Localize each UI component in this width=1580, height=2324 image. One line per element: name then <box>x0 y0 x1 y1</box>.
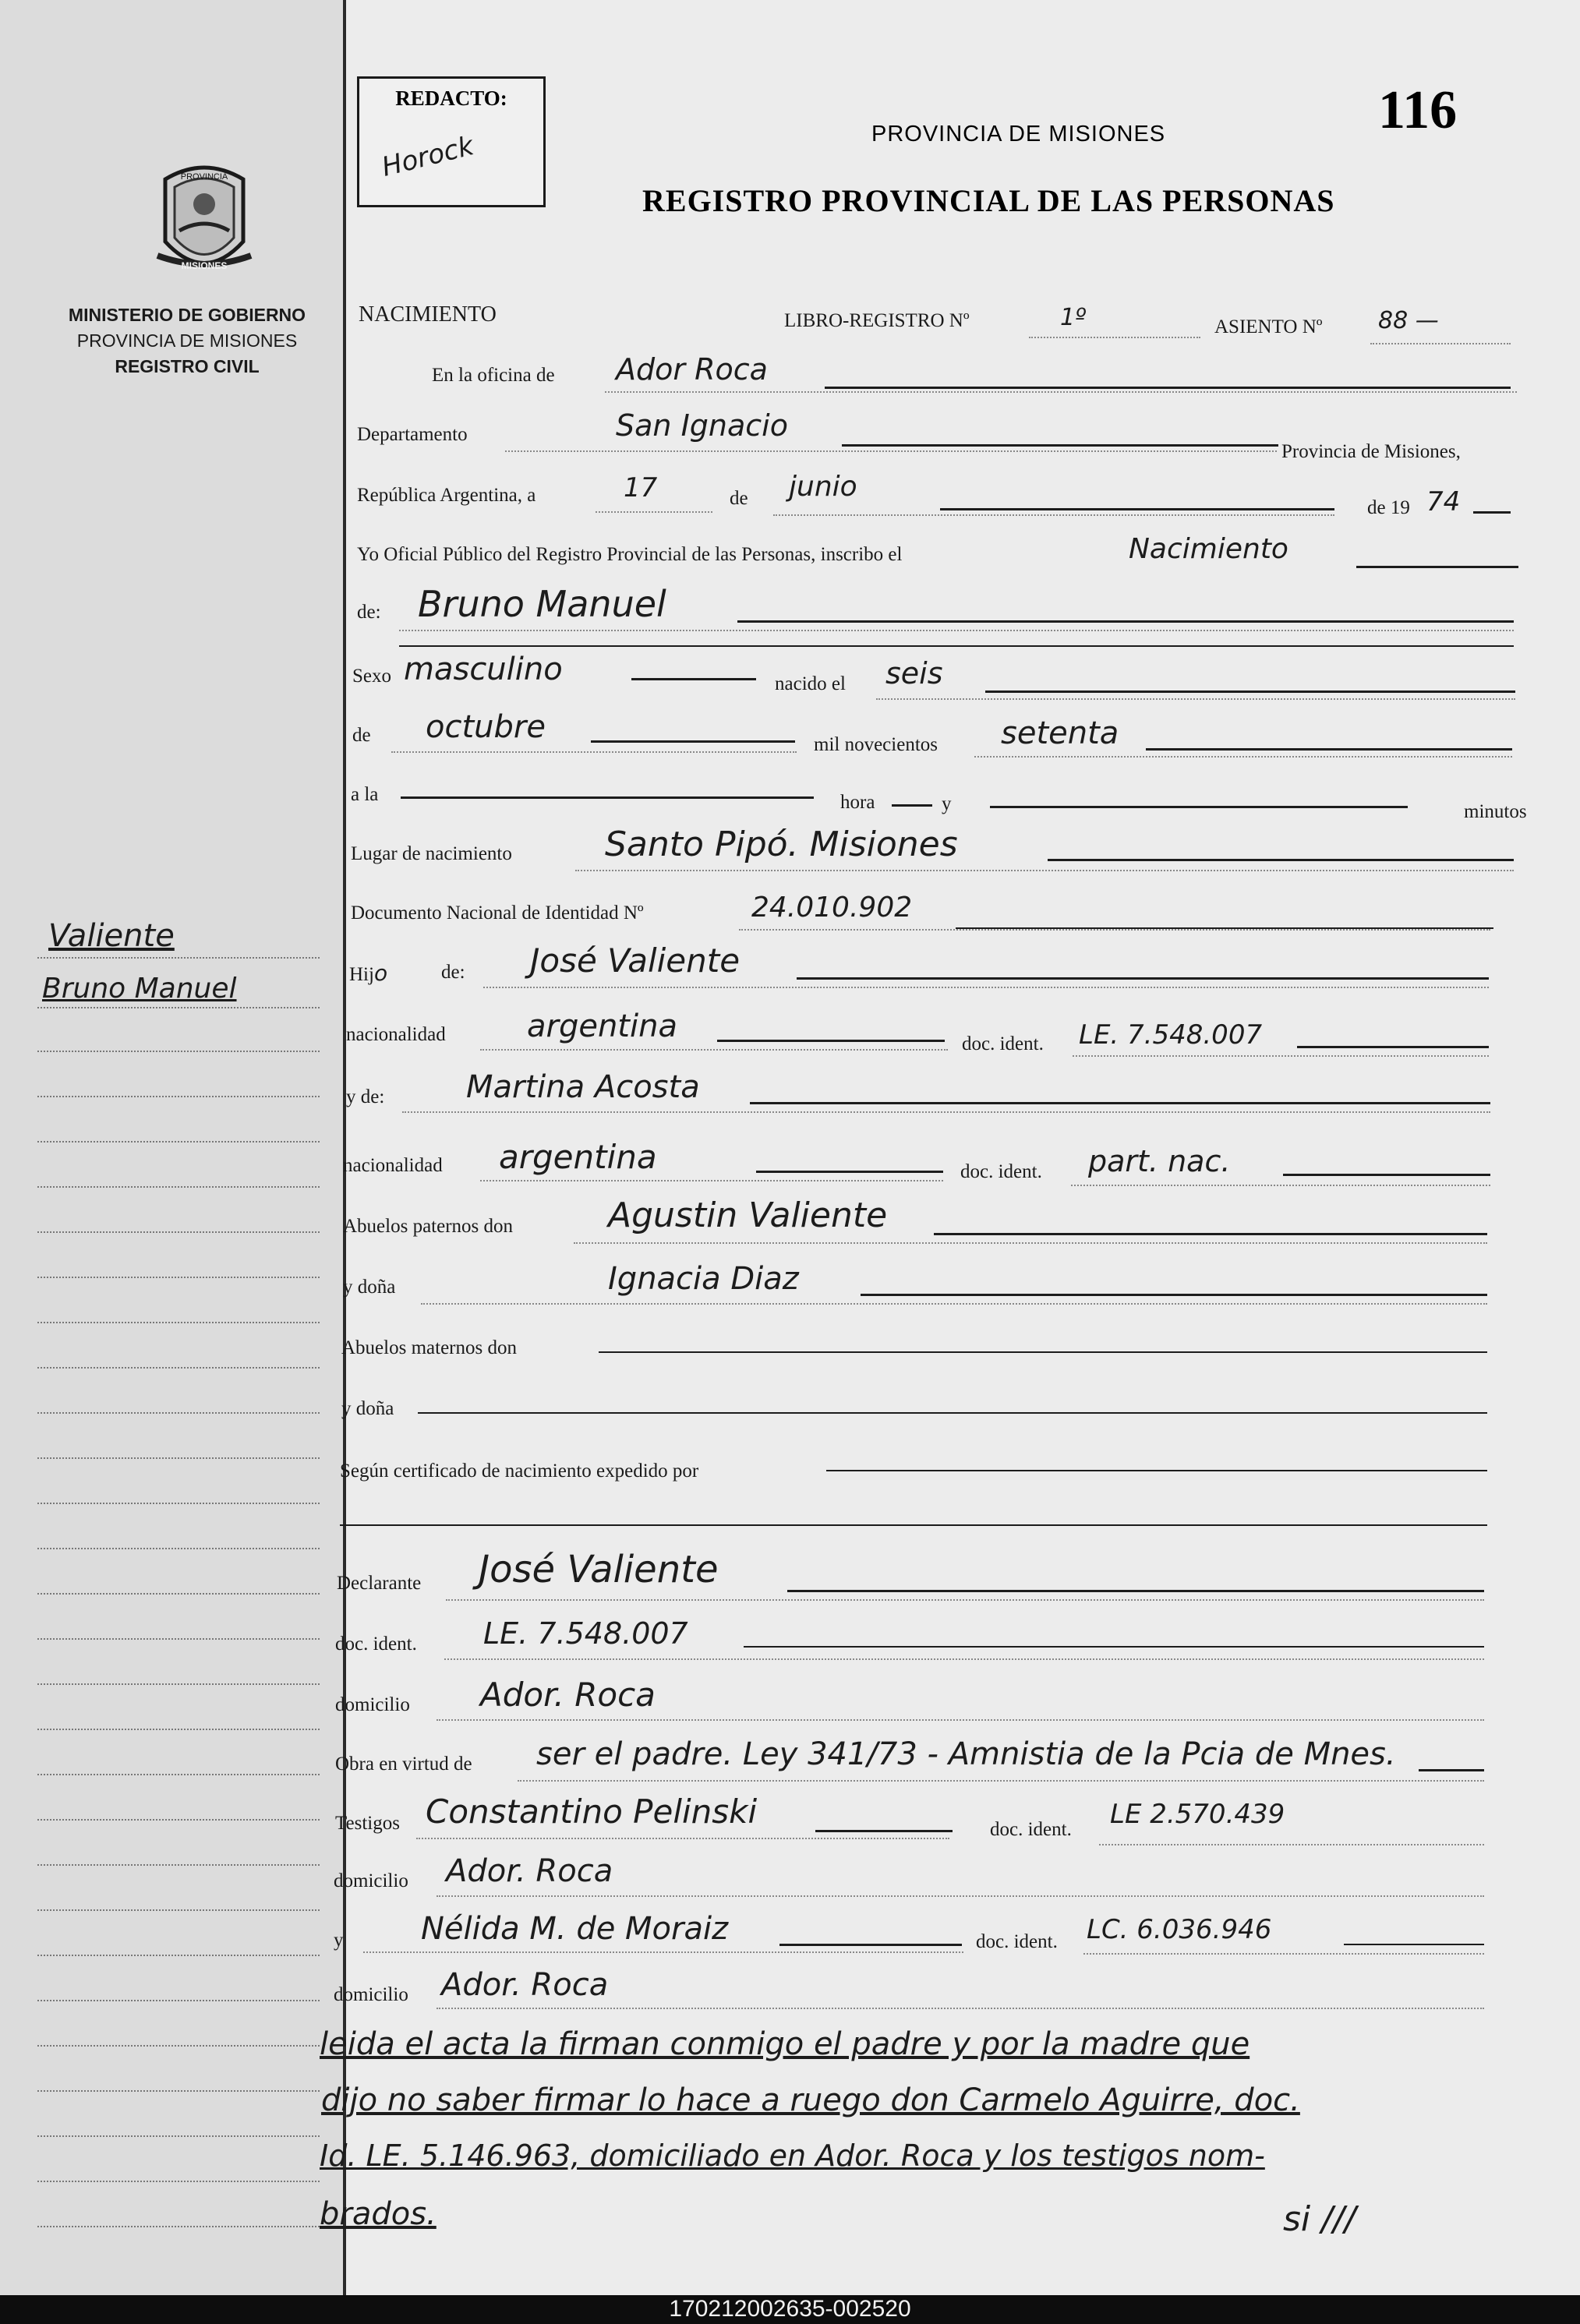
field-rule <box>399 630 1514 631</box>
field-rule <box>518 1780 1484 1782</box>
margin-rule <box>37 1864 320 1866</box>
dia-value: 17 <box>624 472 658 503</box>
fill-dash <box>756 1171 943 1173</box>
abuela-pat-label: y doña <box>343 1277 396 1298</box>
margin-rule <box>37 1007 320 1008</box>
fill-dash <box>779 1944 962 1946</box>
margin-rule <box>37 1231 320 1233</box>
margin-rule <box>37 1186 320 1188</box>
field-rule <box>480 1180 943 1181</box>
fill-dash <box>985 690 1515 693</box>
redacto-label: REDACTO: <box>395 87 507 110</box>
field-rule <box>596 511 712 513</box>
testigo2-doc-value: LC. 6.036.946 <box>1087 1914 1272 1945</box>
fill-dash <box>815 1830 953 1832</box>
margin-rule <box>37 1322 320 1323</box>
field-rule <box>1029 337 1200 338</box>
fill-dash <box>1283 1174 1490 1176</box>
minutos-label: minutos <box>1464 801 1527 822</box>
margin-rule <box>37 2135 320 2137</box>
departamento-value: San Ignacio <box>616 408 788 443</box>
declarante-value: José Valiente <box>479 1548 719 1591</box>
fill-dash <box>842 444 1278 447</box>
field-rule <box>483 987 1489 988</box>
notes-line-4: brados. <box>320 2196 437 2232</box>
libro-label: LIBRO-REGISTRO Nº <box>784 310 970 331</box>
field-rule <box>444 1658 1484 1660</box>
margin-rule <box>37 1638 320 1640</box>
margin-rule <box>37 1548 320 1549</box>
redacto-box <box>357 76 546 207</box>
de-label: de <box>730 488 748 509</box>
notes-line-2: dijo no saber firmar lo hace a ruego don Carmelo Aguirre, doc. <box>321 2082 1300 2118</box>
fill-dash <box>956 927 1493 929</box>
margin-rule <box>37 1955 320 1956</box>
fill-dash <box>1356 566 1518 568</box>
margin-rule <box>37 2226 320 2227</box>
notes-line-3: Id. LE. 5.146.963, domiciliado en Ador. Roca y los testigos nom- <box>320 2139 1265 2173</box>
lugar-label: Lugar de nacimiento <box>351 843 512 864</box>
sexo-label: Sexo <box>352 666 391 687</box>
margin-rule <box>37 1096 320 1097</box>
testigo2-value: Nélida M. de Moraiz <box>421 1911 729 1947</box>
field-rule <box>1099 1844 1484 1845</box>
lugar-value: Santo Pipó. Misiones <box>605 825 958 864</box>
testigo1-doc-label: doc. ident. <box>990 1819 1072 1840</box>
province-title: PROVINCIA DE MISIONES <box>871 122 1166 147</box>
decl-dom-value: Ador. Roca <box>480 1676 656 1714</box>
testigo1-dom-label: domicilio <box>334 1870 408 1891</box>
emblem-bottom-text: MISIONES <box>181 260 228 271</box>
field-rule <box>402 1111 1490 1113</box>
madre-doc-value: part. nac. <box>1088 1144 1231 1178</box>
asiento-label: ASIENTO Nº <box>1214 316 1323 337</box>
y-de-label: y de: <box>346 1086 385 1107</box>
decl-doc-value: LE. 7.548.007 <box>483 1616 688 1651</box>
fill-dash <box>717 1040 945 1042</box>
field-rule <box>773 514 1334 516</box>
fill-dash <box>1344 1944 1484 1945</box>
fill-dash <box>750 1102 1490 1104</box>
y-label: y <box>942 793 952 814</box>
fill-dash <box>340 1524 1487 1526</box>
footer-id: 170212002635-002520 <box>669 2296 911 2322</box>
hijo-label-text: Hij <box>349 964 374 985</box>
dni-value: 24.010.902 <box>751 892 913 924</box>
decl-dom-label: domicilio <box>335 1694 410 1715</box>
margin-rule <box>37 1774 320 1775</box>
de-mes-label: de <box>352 725 371 746</box>
margin-rule <box>37 1593 320 1595</box>
margin-rule <box>37 1683 320 1685</box>
yo-value: Nacimiento <box>1129 533 1288 565</box>
sexo-value: masculino <box>404 652 563 687</box>
a-la-label: a la <box>351 784 379 805</box>
margin-given-names: Bruno Manuel <box>42 973 237 1005</box>
margin-rule <box>37 1503 320 1504</box>
padre-doc-value: LE. 7.548.007 <box>1079 1019 1263 1051</box>
fill-dash <box>418 1412 1487 1414</box>
margin-rule <box>37 2000 320 2001</box>
testigos-label: Testigos <box>335 1813 400 1834</box>
margin-rule <box>37 1277 320 1278</box>
field-rule <box>575 870 1514 871</box>
abuela-mat-label: y doña <box>341 1398 394 1419</box>
de-year-label: de 19 <box>1367 497 1410 518</box>
field-rule <box>1370 343 1511 344</box>
margin-rule <box>37 1141 320 1143</box>
field-rule <box>363 1951 963 1953</box>
field-rule <box>480 1049 948 1051</box>
padre-nac-label: nacionalidad <box>346 1024 446 1045</box>
fill-dash <box>1297 1046 1489 1048</box>
fill-dash <box>399 645 1514 647</box>
margin-rule <box>37 1909 320 1911</box>
field-rule <box>739 929 1490 931</box>
hijo-label <box>349 960 387 986</box>
margin-rule <box>37 2090 320 2092</box>
fill-dash <box>826 1470 1487 1471</box>
declarante-label: Declarante <box>337 1573 422 1594</box>
margin-rule <box>37 2181 320 2182</box>
testigo2-doc-label: doc. ident. <box>976 1931 1058 1952</box>
field-rule <box>437 1895 1484 1897</box>
margin-rule <box>37 1457 320 1459</box>
obra-value: ser el padre. Ley 341/73 - Amnistia de la Pcia de Mnes. <box>536 1736 1396 1772</box>
fill-dash <box>861 1294 1487 1296</box>
testigo2-dom-label: domicilio <box>334 1984 408 2005</box>
field-rule <box>876 698 1515 700</box>
mil-label: mil novecientos <box>814 734 938 755</box>
ministry-line3: REGISTRO CIVIL <box>115 356 260 376</box>
margin-rule <box>37 2045 320 2047</box>
provincia-label: Provincia de Misiones, <box>1281 441 1461 462</box>
fill-dash <box>599 1351 1487 1353</box>
field-rule <box>1083 1953 1484 1955</box>
y-testigo-label: y <box>334 1930 344 1951</box>
fill-dash <box>797 977 1489 980</box>
segun-label: Según certificado de nacimiento expedido por <box>340 1460 699 1482</box>
year-value: 74 <box>1426 486 1461 517</box>
field-rule <box>605 391 1517 393</box>
padre-nac-value: argentina <box>527 1008 677 1044</box>
margin-rule <box>37 1819 320 1821</box>
fill-dash <box>825 387 1511 389</box>
fill-dash <box>940 508 1334 510</box>
fill-dash <box>787 1590 1484 1592</box>
madre-doc-label: doc. ident. <box>960 1161 1042 1182</box>
fill-dash <box>591 740 795 743</box>
dni-label: Documento Nacional de Identidad Nº <box>351 902 644 924</box>
oficina-value: Ador Roca <box>616 352 768 387</box>
field-rule <box>1073 1055 1489 1057</box>
field-rule <box>574 1242 1487 1244</box>
hijo-de-label: de: <box>441 962 465 983</box>
mes-value: junio <box>789 471 857 503</box>
asiento-value: 88 — <box>1378 307 1439 334</box>
obra-label: Obra en virtud de <box>335 1754 472 1775</box>
field-rule <box>437 1719 1484 1721</box>
madre-value: Martina Acosta <box>466 1069 700 1105</box>
testigo1-dom-value: Ador. Roca <box>446 1853 613 1889</box>
mil-value: setenta <box>1001 715 1119 751</box>
madre-nac-label: nacionalidad <box>343 1155 443 1176</box>
field-rule <box>391 751 797 753</box>
fill-dash <box>892 804 932 807</box>
field-rule <box>421 1303 1487 1305</box>
departamento-label: Departamento <box>357 424 468 445</box>
testigo1-doc-value: LE 2.570.439 <box>1110 1799 1285 1830</box>
provincial-emblem-icon <box>134 156 274 288</box>
field-rule <box>446 1599 1484 1601</box>
name-value: Bruno Manuel <box>418 583 666 625</box>
field-rule <box>974 756 1512 758</box>
fill-dash <box>990 806 1408 808</box>
field-rule <box>505 450 1277 452</box>
abuela-pat-value: Ignacia Diaz <box>608 1261 799 1297</box>
nac-mes-value: octubre <box>426 709 546 745</box>
field-rule <box>1071 1185 1490 1186</box>
fill-dash <box>1048 859 1514 861</box>
oficina-label: En la oficina de <box>432 365 555 386</box>
fill-dash <box>744 1646 1484 1648</box>
ministry-line1: MINISTERIO DE GOBIERNO <box>68 305 306 325</box>
fill-dash <box>934 1233 1487 1235</box>
padre-doc-label: doc. ident. <box>962 1033 1044 1054</box>
testigo1-value: Constantino Pelinski <box>426 1792 758 1831</box>
padre-value: José Valiente <box>530 941 741 980</box>
hijo-suffix: o <box>373 960 388 986</box>
republica-label: República Argentina, a <box>357 485 536 506</box>
testigo2-dom-value: Ador. Roca <box>441 1967 609 2003</box>
margin-rule <box>37 957 320 959</box>
fill-dash <box>401 796 814 799</box>
margin-rule <box>37 1412 320 1414</box>
ministry-block <box>31 302 343 380</box>
abuelos-pat-label: Abuelos paternos don <box>343 1216 514 1237</box>
abuelos-mat-label: Abuelos maternos don <box>341 1337 517 1358</box>
field-rule <box>437 2008 1484 2009</box>
madre-nac-value: argentina <box>499 1138 657 1176</box>
fill-dash <box>1419 1769 1484 1771</box>
registry-title: REGISTRO PROVINCIAL DE LAS PERSONAS <box>642 183 1335 218</box>
yo-oficial-label: Yo Oficial Público del Registro Provincial de las Personas, inscribo el <box>357 544 903 565</box>
fill-dash <box>631 678 756 680</box>
margin-rule <box>37 1367 320 1369</box>
ministry-line2: PROVINCIA DE MISIONES <box>76 330 298 351</box>
hora-label: hora <box>840 792 875 813</box>
fill-dash <box>1146 748 1512 751</box>
nacido-label: nacido el <box>775 673 846 694</box>
nacido-value: seis <box>885 656 943 690</box>
margin-rule <box>37 1729 320 1730</box>
margin-surname: Valiente <box>48 918 175 954</box>
fill-dash <box>1473 511 1511 514</box>
nacimiento-heading: NACIMIENTO <box>359 302 497 327</box>
field-rule <box>416 1838 949 1839</box>
decl-doc-label: doc. ident. <box>335 1634 417 1655</box>
abuelo-pat-value: Agustin Valiente <box>608 1196 888 1235</box>
de-name-label: de: <box>357 602 381 623</box>
libro-value: 1º <box>1060 304 1087 331</box>
notes-end: si /// <box>1283 2199 1356 2239</box>
margin-rule <box>37 1051 320 1052</box>
notes-line-1: leida el acta la firman conmigo el padre y por la madre que <box>320 2026 1250 2062</box>
fill-dash <box>737 620 1514 623</box>
redacto-signature: Horock <box>378 130 477 183</box>
page-number: 116 <box>1378 80 1458 140</box>
emblem-top-text: PROVINCIA <box>180 172 228 182</box>
